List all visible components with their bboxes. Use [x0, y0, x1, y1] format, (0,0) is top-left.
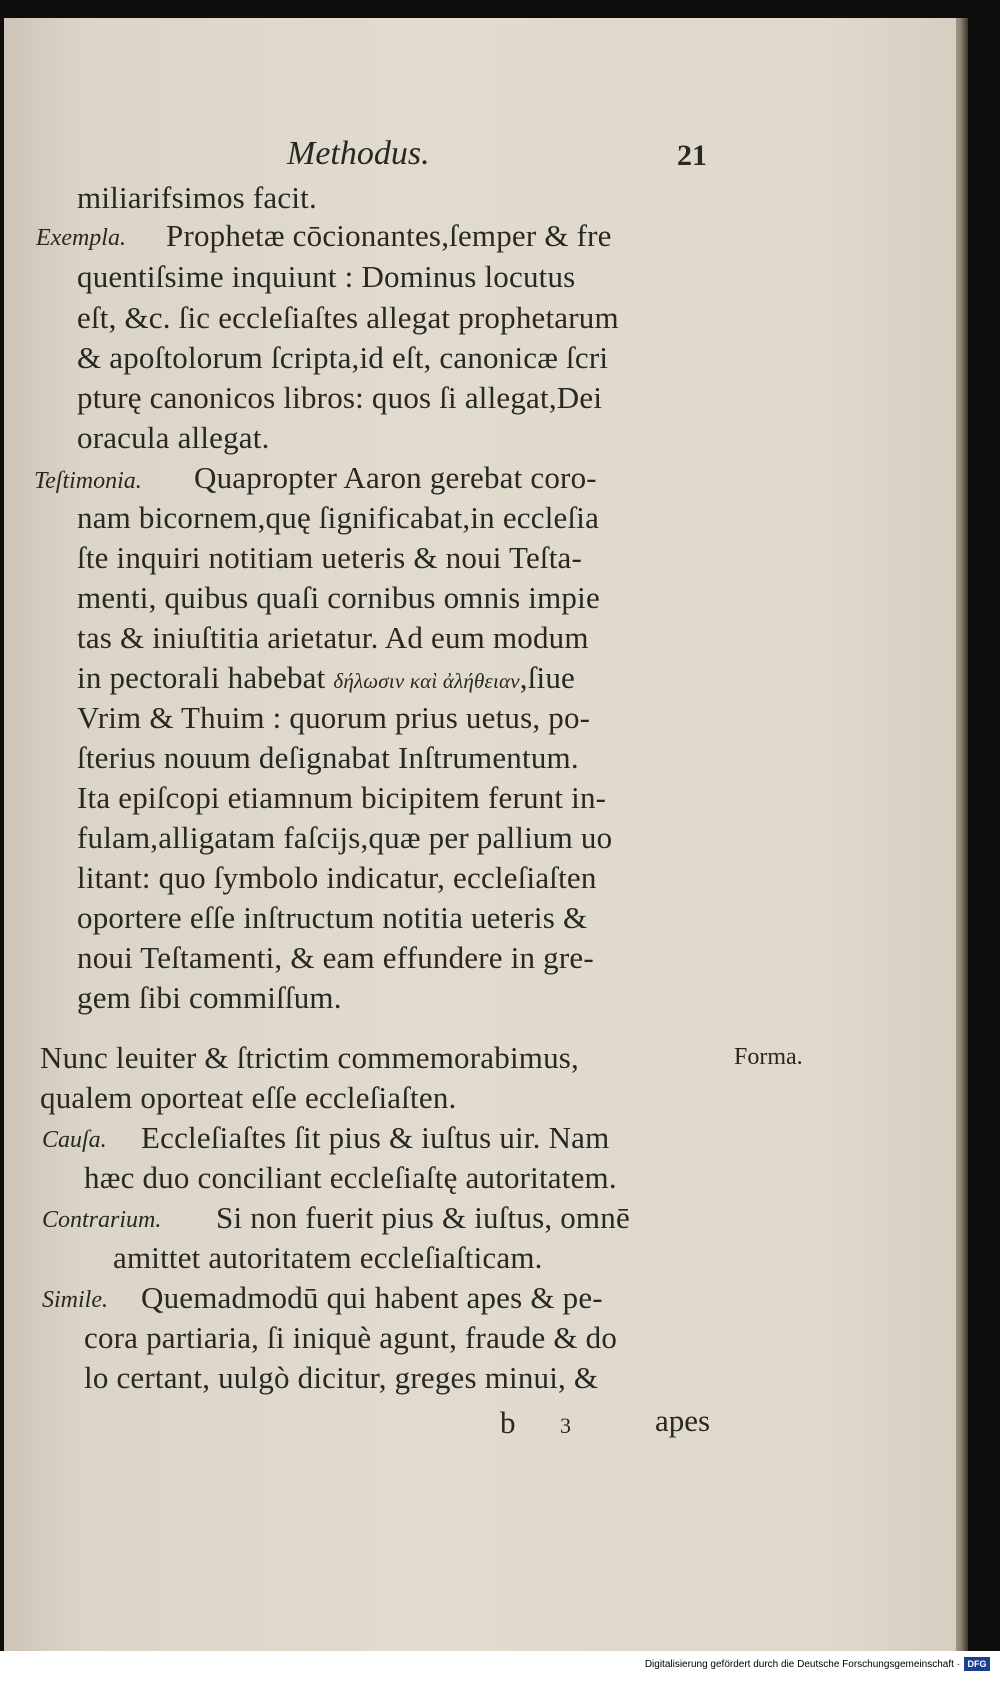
signature-mark-number: 3 [560, 1413, 571, 1438]
text-line: oportere eſſe inſtructum notitia ueteris & [77, 900, 588, 935]
text-line: Quemadmodū qui habent apes & pe- [141, 1280, 603, 1315]
text-line: ſte inquiri notitiam ueteris & noui Teſta- [77, 540, 583, 575]
catchword: apes [655, 1403, 711, 1438]
text-line: Eccleſiaſtes ſit pius & iuſtus uir. Nam [141, 1120, 610, 1155]
page-number: 21 [677, 139, 707, 172]
text-line: pturę canonicos libros: quos ſi allegat,Dei [77, 380, 603, 415]
text-line: fulam,alligatam faſcijs,quæ per pallium uo [77, 820, 613, 855]
text-line: miliarifsimos facit. [77, 180, 317, 215]
side-label: Exempla. [36, 225, 126, 251]
text-line: Quapropter Aaron gerebat coro- [194, 460, 597, 495]
side-label: Teſtimonia. [34, 468, 142, 494]
text-line: litant: quo ſymbolo indicatur, eccleſiaſten [77, 860, 597, 895]
text-line-with-greek [77, 658, 575, 701]
text-line: ſterius nouum deſignabat Inſtrumentum. [77, 740, 579, 775]
text-line: tas & iniuſtitia arietatur. Ad eum modum [77, 620, 589, 655]
text-line: cora partiaria, ſi iniquè agunt, fraude & do [84, 1320, 618, 1355]
text-line: lo certant, uulgò dicitur, greges minui, & [84, 1360, 599, 1395]
text-line: oracula allegat. [77, 420, 270, 455]
text-line: Prophetæ cōcionantes,ſemper & fre [166, 218, 612, 253]
side-label: Contrarium. [42, 1207, 162, 1233]
text-line: amittet autoritatem eccleſiaſticam. [113, 1240, 543, 1275]
text-line: Vrim & Thuim : quorum prius uetus, po- [77, 700, 591, 735]
text-line: quentiſsime inquiunt : Dominus locutus [77, 259, 576, 294]
margin-note: Forma. [734, 1044, 803, 1070]
footer-bar [0, 1651, 1000, 1681]
text-line: hæc duo conciliant eccleſiaſtę autoritatem. [84, 1160, 617, 1195]
side-label: Cauſa. [42, 1127, 107, 1153]
text-line-start: in pectorali habebat [77, 660, 334, 695]
text-line: noui Teſtamenti, & eam effundere in gre- [77, 940, 594, 975]
funding-note: Digitalisierung gefördert durch die Deutsche Forschungsgemeinschaft · [644, 1659, 960, 1670]
greek-phrase: δήλωσιν καὶ ἀλήθειαν [333, 669, 520, 693]
dfg-logo: DFG [964, 1657, 990, 1671]
side-label: Simile. [42, 1287, 108, 1313]
signature-mark-letter: b [500, 1405, 516, 1440]
book-page [4, 18, 956, 1651]
text-line: qualem oporteat eſſe eccleſiaſten. [40, 1080, 457, 1115]
text-line: Nunc leuiter & ſtrictim commemorabimus, [40, 1040, 579, 1075]
text-line: menti, quibus quaſi cornibus omnis impie [77, 580, 600, 615]
text-line: Si non fuerit pius & iuſtus, omnē [216, 1200, 630, 1235]
text-line-end: ,ſiue [519, 660, 576, 695]
running-title: Methodus. [287, 135, 430, 172]
text-line: Ita epiſcopi etiamnum bicipitem ferunt in- [77, 780, 607, 815]
text-line: gem ſibi commiſſum. [77, 980, 342, 1015]
text-line: eſt, &c. ſic eccleſiaſtes allegat prophetarum [77, 300, 619, 335]
text-line: nam bicornem,quę ſignificabat,in eccleſia [77, 500, 600, 535]
text-line: & apoſtolorum ſcripta,id eſt, canonicæ ſcri [77, 340, 609, 375]
